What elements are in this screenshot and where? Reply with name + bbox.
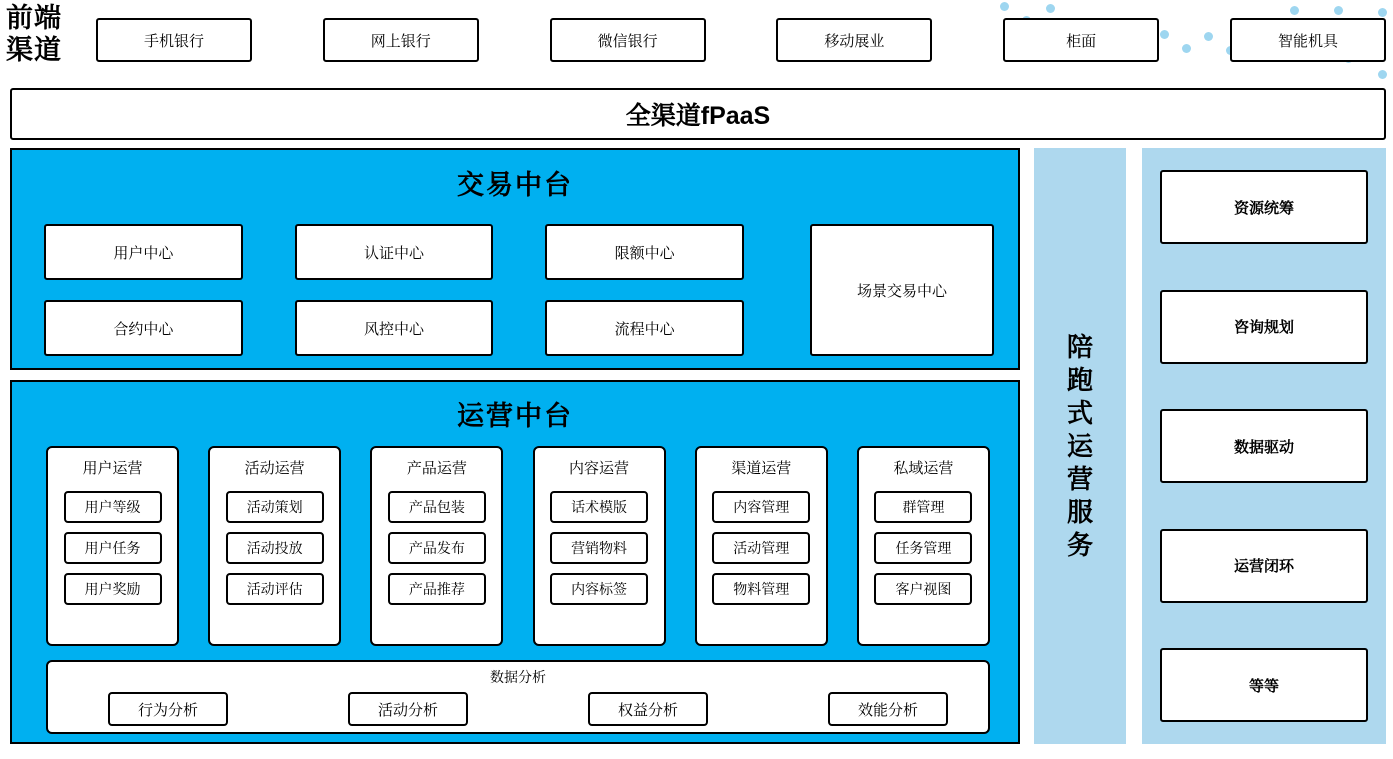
capability-item-resource-coordination[interactable]: 资源统筹 xyxy=(1160,170,1368,244)
data-analysis-row xyxy=(108,692,948,726)
ops-group-title-content: 内容运营 xyxy=(569,460,630,477)
ops-item-script-template[interactable]: 话术模版 xyxy=(550,491,648,523)
channel-item-smart-machine[interactable]: 智能机具 xyxy=(1230,18,1386,62)
ops-item-activity-manage[interactable]: 活动管理 xyxy=(712,532,810,564)
capability-item-consulting-planning[interactable]: 咨询规划 xyxy=(1160,290,1368,364)
operation-center-panel xyxy=(10,380,1020,744)
channel-item-wechat-bank[interactable]: 微信银行 xyxy=(550,18,706,62)
ops-item-material-manage[interactable]: 物料管理 xyxy=(712,573,810,605)
ops-item-activity-launch[interactable]: 活动投放 xyxy=(226,532,324,564)
front-channel-label: 前端渠道 xyxy=(6,3,62,65)
capability-item-data-driven[interactable]: 数据驱动 xyxy=(1160,409,1368,483)
channel-item-counter[interactable]: 柜面 xyxy=(1003,18,1159,62)
ops-item-content-manage[interactable]: 内容管理 xyxy=(712,491,810,523)
capability-item-etc[interactable]: 等等 xyxy=(1160,648,1368,722)
analysis-item-behavior[interactable]: 行为分析 xyxy=(108,692,228,726)
ops-group-content xyxy=(533,446,666,646)
analysis-item-rights[interactable]: 权益分析 xyxy=(588,692,708,726)
trade-cell-user-center[interactable]: 用户中心 xyxy=(44,224,243,280)
ops-group-channel xyxy=(695,446,828,646)
trade-cell-scene-trade-center[interactable]: 场景交易中心 xyxy=(810,224,994,356)
trade-cell-limit-center[interactable]: 限额中心 xyxy=(545,224,744,280)
center-platform-column xyxy=(10,148,1020,744)
channel-item-online-bank[interactable]: 网上银行 xyxy=(323,18,479,62)
channel-row xyxy=(96,18,1386,62)
ops-group-title-channel: 渠道运营 xyxy=(731,460,792,477)
channel-item-mobile-bank[interactable]: 手机银行 xyxy=(96,18,252,62)
ops-group-product xyxy=(370,446,503,646)
trade-center-title: 交易中台 xyxy=(457,170,573,200)
ops-item-user-task[interactable]: 用户任务 xyxy=(64,532,162,564)
ops-group-title-user: 用户运营 xyxy=(82,460,143,477)
ops-item-product-package[interactable]: 产品包装 xyxy=(388,491,486,523)
trade-cell-contract-center[interactable]: 合约中心 xyxy=(44,300,243,356)
ops-group-title-private-domain: 私域运营 xyxy=(893,460,954,477)
ops-item-product-recommend[interactable]: 产品推荐 xyxy=(388,573,486,605)
ops-group-title-activity: 活动运营 xyxy=(244,460,305,477)
ops-item-activity-plan[interactable]: 活动策划 xyxy=(226,491,324,523)
ops-item-task-manage[interactable]: 任务管理 xyxy=(874,532,972,564)
accompanying-operation-service-column xyxy=(1034,148,1126,744)
trade-cell-process-center[interactable]: 流程中心 xyxy=(545,300,744,356)
ops-item-marketing-material[interactable]: 营销物料 xyxy=(550,532,648,564)
data-analysis-box xyxy=(46,660,990,734)
trade-center-grid xyxy=(44,224,744,356)
operation-center-title: 运营中台 xyxy=(457,401,573,431)
omni-channel-fpaas-bar: 全渠道fPaaS xyxy=(10,88,1386,140)
ops-item-customer-view[interactable]: 客户视图 xyxy=(874,573,972,605)
ops-group-activity xyxy=(208,446,341,646)
capability-column xyxy=(1142,148,1386,744)
data-analysis-title: 数据分析 xyxy=(490,669,546,685)
ops-group-user xyxy=(46,446,179,646)
trade-cell-risk-center[interactable]: 风控中心 xyxy=(295,300,494,356)
ops-item-user-reward[interactable]: 用户奖励 xyxy=(64,573,162,605)
ops-group-private-domain xyxy=(857,446,990,646)
ops-item-group-manage[interactable]: 群管理 xyxy=(874,491,972,523)
accompanying-operation-service-label: 陪跑式运营服务 xyxy=(1066,331,1093,560)
ops-item-content-tag[interactable]: 内容标签 xyxy=(550,573,648,605)
ops-item-user-level[interactable]: 用户等级 xyxy=(64,491,162,523)
ops-group-title-product: 产品运营 xyxy=(406,460,467,477)
analysis-item-activity[interactable]: 活动分析 xyxy=(348,692,468,726)
trade-cell-auth-center[interactable]: 认证中心 xyxy=(295,224,494,280)
capability-item-operation-closed-loop[interactable]: 运营闭环 xyxy=(1160,529,1368,603)
trade-center-panel xyxy=(10,148,1020,370)
operation-groups xyxy=(46,446,990,646)
channel-item-mobile-business[interactable]: 移动展业 xyxy=(776,18,932,62)
ops-item-activity-eval[interactable]: 活动评估 xyxy=(226,573,324,605)
ops-item-product-release[interactable]: 产品发布 xyxy=(388,532,486,564)
analysis-item-efficiency[interactable]: 效能分析 xyxy=(828,692,948,726)
